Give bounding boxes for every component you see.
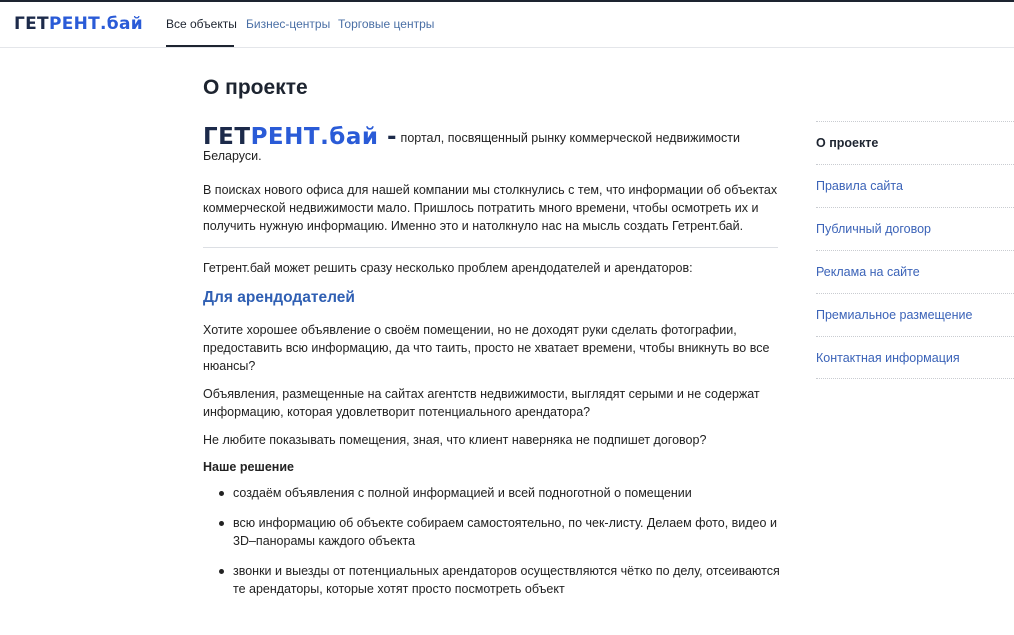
nav-all-objects[interactable]: Все объекты (166, 17, 237, 31)
nav-shopping-centers[interactable]: Торговые центры (338, 17, 435, 31)
section-divider (203, 247, 778, 248)
page-title: О проекте (203, 76, 308, 99)
about-sidebar-menu (816, 121, 1014, 379)
main-content (203, 124, 783, 610)
top-navigation-bar (0, 0, 1014, 48)
sidebar-item-advertising[interactable]: Реклама на сайте (816, 250, 1014, 293)
intro-text: портал, посвященный рынку коммерческой недвижимости Беларуси. (203, 131, 740, 163)
list-item: звонки и выезды от потенциальных арендаторов осуществляются чётко по делу, отсеиваются те арендаторы, которые хотят просто посмотреть объект (217, 562, 783, 598)
logo-text-part1: ГЕТ (14, 14, 49, 34)
landlord-paragraph-1: Хотите хорошее объявление о своём помещении, но не доходят руки сделать фотографии, предоставить всю информацию, да что таить, просто не хватает времени, чтобы вникнуть во все нюансы? (203, 323, 770, 373)
sidebar-item-rules[interactable]: Правила сайта (816, 164, 1014, 207)
sidebar-item-premium[interactable]: Премиальное размещение (816, 293, 1014, 336)
sidebar-item-about[interactable]: О проекте (816, 121, 1014, 164)
intro-logo-part2: РЕНТ.бай (250, 124, 379, 150)
solution-list (217, 484, 783, 598)
story-paragraph: В поисках нового офиса для нашей компании мы столкнулись с тем, что информации об объектах коммерческой недвижимости мало. Пришлось потратить много времени, чтобы осмотреть их и получить нужную информацию. Именно это и натолкнуло нас на мысль создать Гетрент.бай. (203, 183, 778, 233)
intro-logo-dash: - (378, 124, 398, 150)
landlords-heading: Для арендодателей (203, 289, 355, 306)
site-logo[interactable] (14, 14, 143, 34)
list-item: всю информацию об объекте собираем самостоятельно, по чек-листу. Делаем фото, видео и 3D–панорамы каждого объекта (217, 514, 783, 550)
nav-business-centers[interactable]: Бизнес-центры (246, 17, 331, 31)
intro-logo-part1: ГЕТ (203, 124, 251, 150)
intro-paragraph (203, 124, 783, 165)
landlord-paragraph-2: Объявления, размещенные на сайтах агентств недвижимости, выглядят серыми и не содержат информацию, которая удовлетворит потенциального арендатора? (203, 387, 760, 419)
problems-paragraph: Гетрент.бай может решить сразу несколько проблем арендодателей и арендаторов: (203, 261, 693, 275)
list-item: создаём объявления с полной информацией и всей подноготной о помещении (217, 484, 783, 502)
sidebar-item-public-contract[interactable]: Публичный договор (816, 207, 1014, 250)
intro-logo (203, 124, 397, 150)
solution-heading: Наше решение (203, 460, 294, 474)
active-nav-indicator (166, 45, 234, 47)
sidebar-item-contacts[interactable]: Контактная информация (816, 336, 1014, 379)
logo-text-part2: РЕНТ.бай (48, 14, 143, 34)
landlord-paragraph-3: Не любите показывать помещения, зная, что клиент наверняка не подпишет договор? (203, 433, 707, 447)
